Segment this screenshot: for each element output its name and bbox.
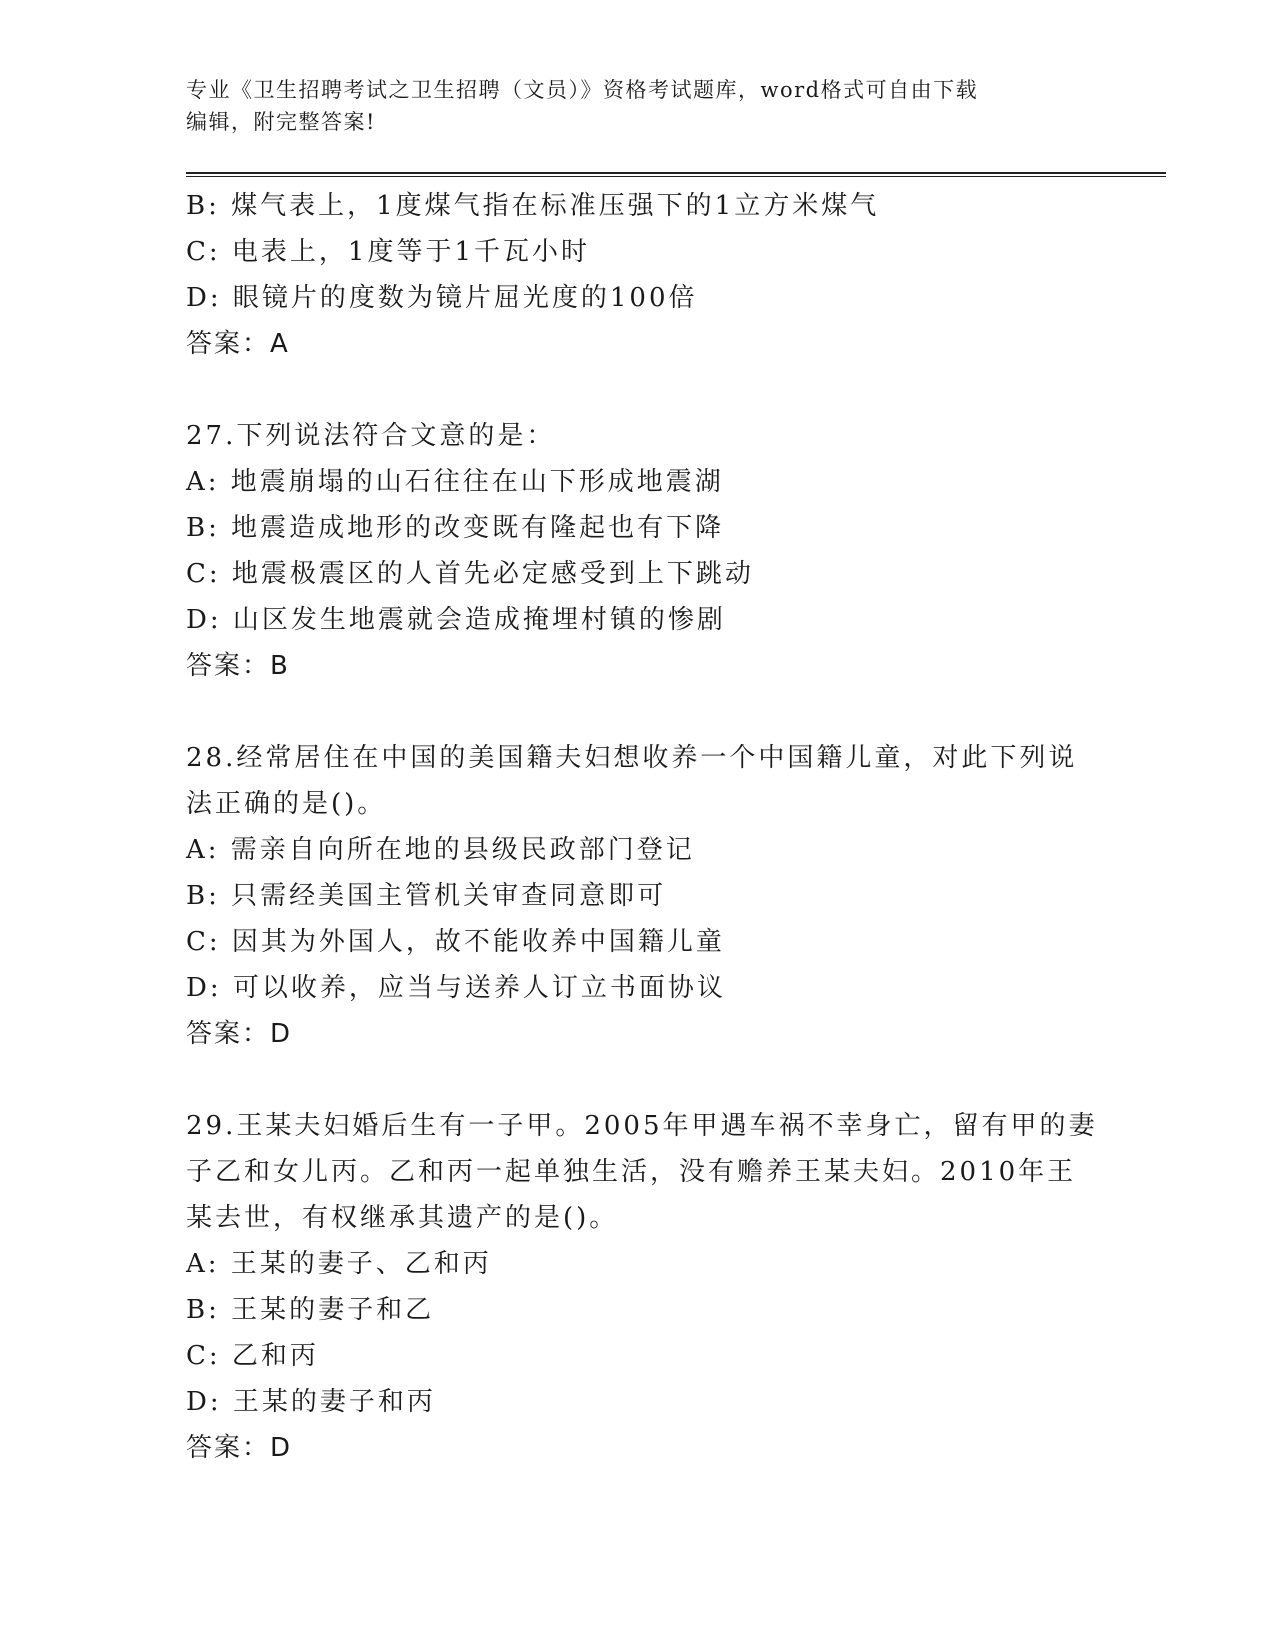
option-d: D: 王某的妻子和丙: [186, 1387, 436, 1417]
header-line-2: 编辑，附完整答案!: [186, 110, 376, 134]
option-c: C: 乙和丙: [186, 1341, 319, 1371]
document-page: [186, 74, 1166, 1471]
option-d: D: 可以收养，应当与送养人订立书面协议: [186, 973, 726, 1003]
answer-line: 答案：A: [186, 329, 290, 359]
header-divider: [186, 172, 1166, 177]
question-stem: 29.王某夫妇婚后生有一子甲。2005年甲遇车祸不幸身亡，留有甲的妻: [186, 1111, 1098, 1141]
answer-line: 答案：D: [186, 1019, 293, 1049]
option-b: B: 王某的妻子和乙: [186, 1295, 435, 1325]
option-c: C: 地震极震区的人首先必定感受到上下跳动: [186, 559, 754, 589]
option-c: C: 电表上，1度等于1千瓦小时: [186, 237, 591, 267]
option-d: D: 山区发生地震就会造成掩埋村镇的惨剧: [186, 605, 726, 635]
option-a: A: 需亲自向所在地的县级民政部门登记: [186, 835, 695, 865]
option-b: B: 只需经美国主管机关审查同意即可: [186, 881, 667, 911]
question-block-27: [186, 413, 1166, 689]
option-d: D: 眼镜片的度数为镜片屈光度的100倍: [186, 283, 698, 313]
option-a: A: 王某的妻子、乙和丙: [186, 1249, 492, 1279]
answer-line: 答案：B: [186, 651, 290, 681]
question-block-26: [186, 183, 1166, 367]
question-stem: 27.下列说法符合文意的是：: [186, 421, 556, 451]
option-c: C: 因其为外国人，故不能收养中国籍儿童: [186, 927, 725, 957]
question-stem-continued: 某去世，有权继承其遗产的是()。: [186, 1203, 619, 1233]
header-line-1: 专业《卫生招聘考试之卫生招聘（文员）》资格考试题库，word格式可自由下载: [186, 78, 979, 102]
option-a: A: 地震崩塌的山石往往在山下形成地震湖: [186, 467, 724, 497]
question-stem-continued: 子乙和女儿丙。乙和丙一起单独生活，没有赡养王某夫妇。2010年王: [186, 1157, 1077, 1187]
question-block-29: [186, 1103, 1166, 1471]
question-stem-continued: 法正确的是()。: [186, 789, 387, 819]
document-header: [186, 74, 1166, 138]
option-b: B: 地震造成地形的改变既有隆起也有下降: [186, 513, 725, 543]
option-b: B: 煤气表上，1度煤气指在标准压强下的1立方米煤气: [186, 191, 880, 221]
question-block-28: [186, 735, 1166, 1057]
question-stem: 28.经常居住在中国的美国籍夫妇想收养一个中国籍儿童，对此下列说: [186, 743, 1078, 773]
answer-line: 答案：D: [186, 1433, 293, 1463]
